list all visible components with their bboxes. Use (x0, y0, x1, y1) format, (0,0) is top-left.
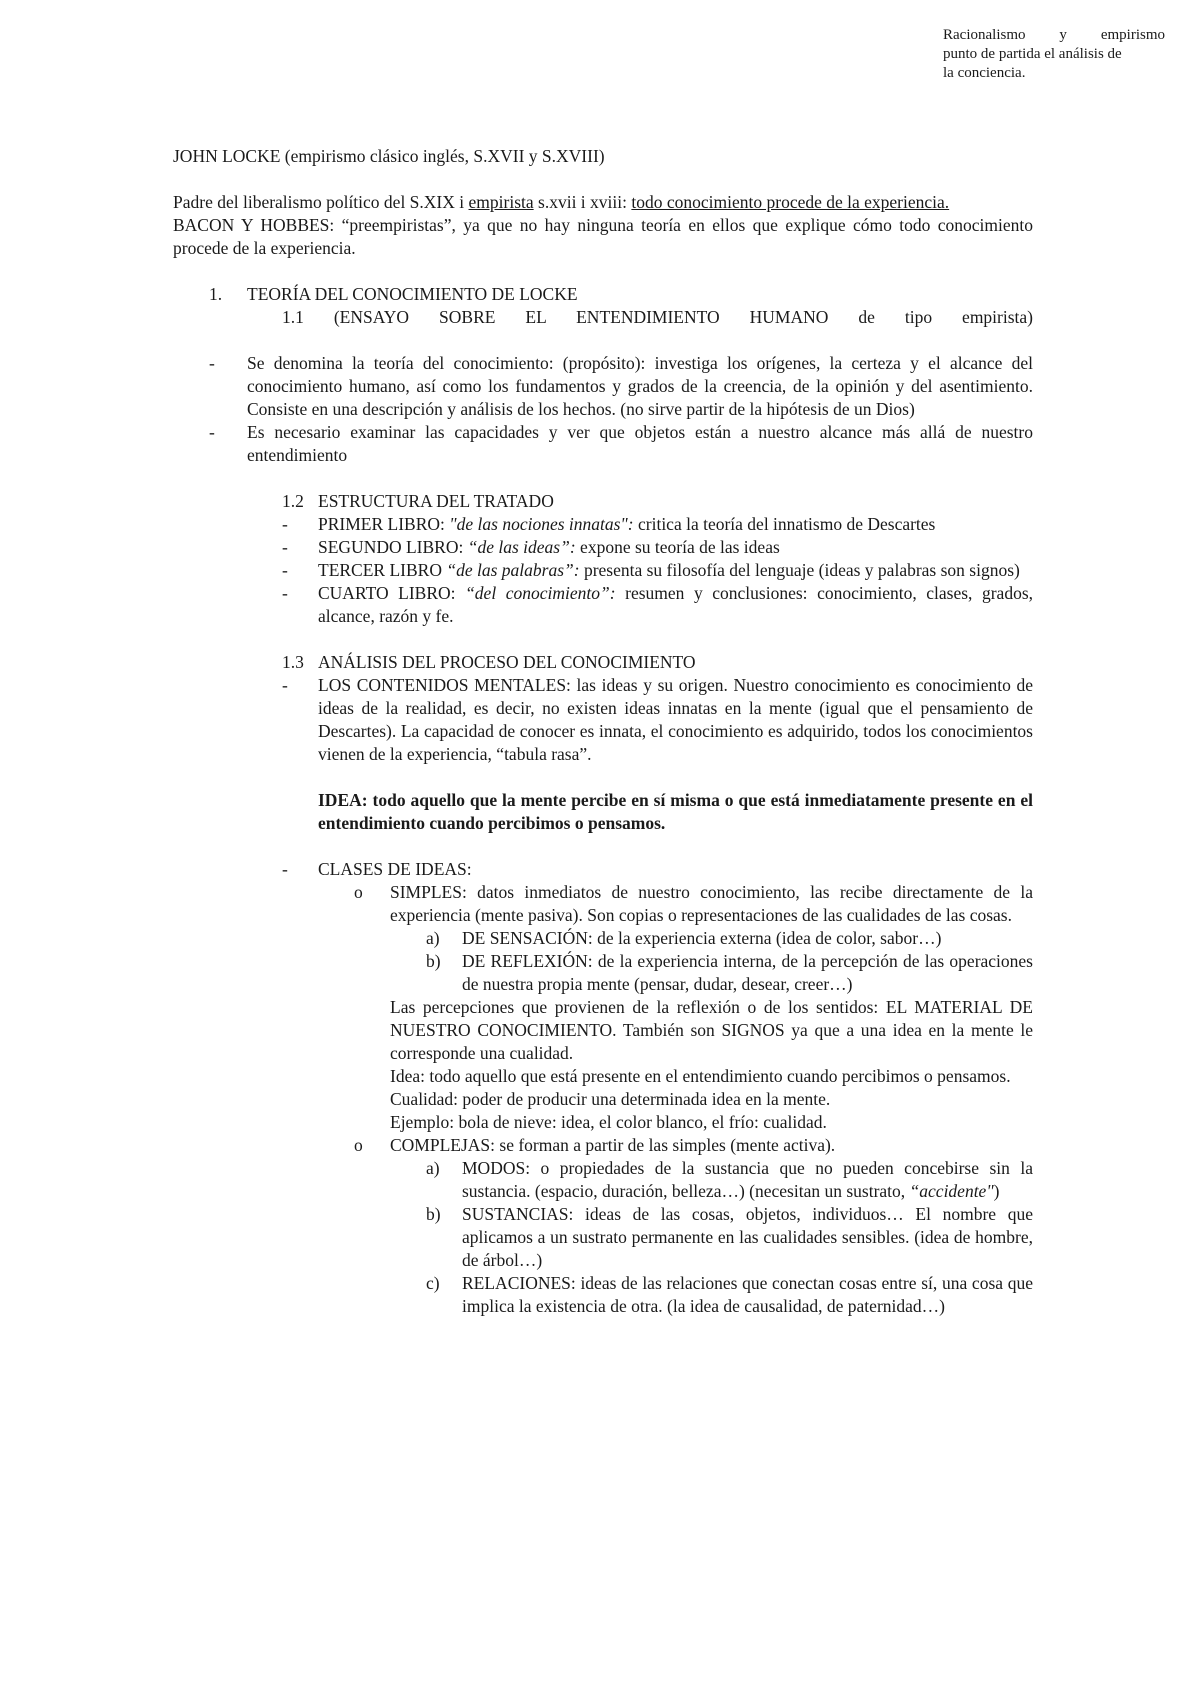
intro-text: s.xvii i xviii: (533, 192, 632, 212)
list-item-text (318, 513, 1033, 536)
section-title: TEORÍA DEL CONOCIMIENTO DE LOCKE (247, 284, 578, 304)
list-item (354, 881, 1033, 927)
circle-bullet-marker: o (354, 882, 363, 902)
letter-marker: b) (426, 951, 441, 971)
letter-marker: a) (426, 1158, 440, 1178)
book-description: expone su teoría de las ideas (580, 537, 780, 557)
header-note-line: la conciencia. (943, 65, 1026, 81)
list-item-text: DE REFLEXIÓN: de la experiencia interna, de la percepción de las operaciones de nuestra propia mente (pensar, dudar, desear, creer…) (462, 951, 1033, 994)
book-title: "de las nociones innatas": (449, 514, 638, 534)
list-item (354, 1134, 1033, 1157)
dash-marker: - (282, 675, 288, 695)
list-item (173, 421, 1033, 467)
book-title: “de las ideas”: (467, 537, 581, 557)
list-item-text: RELACIONES: ideas de las relaciones que conectan cosas entre sí, una cosa que implica la existencia de otra. (la idea de causalidad, de paternidad…) (462, 1273, 1033, 1316)
list-item-text: LOS CONTENIDOS MENTALES: las ideas y su origen. Nuestro conocimiento es conocimiento de ideas de la realidad, es decir, no existen ideas innatas en la mente (igual que el pensamiento de Descartes). La capacidad de conocer es innata, el conocimiento es adquirido, todos los conocimientos vienen de la experiencia, “tabula rasa”. (318, 675, 1033, 764)
list-item-text: Es necesario examinar las capacidades y ver que objetos están a nuestro alcance más allá de nuestro entendimiento (247, 422, 1033, 465)
item-italic-term: “accidente" (909, 1181, 994, 1201)
list-item (426, 950, 1033, 996)
intro-underlined-term: empirista (468, 192, 534, 212)
list-item (426, 1272, 1033, 1318)
book-description: presenta su filosofía del lenguaje (ideas y palabras son signos) (583, 560, 1020, 580)
section-heading (173, 283, 1033, 306)
document-body (173, 145, 1033, 1318)
header-note-line: Racionalismo y empirismo (943, 27, 1165, 43)
subsection-heading (282, 490, 1033, 513)
intro-text: Padre del liberalismo político del S.XIX i (173, 192, 469, 212)
letter-marker: b) (426, 1204, 441, 1224)
list-item (426, 927, 1033, 950)
intro-underlined-thesis: todo conocimiento procede de la experiencia. (631, 192, 950, 212)
list-item (282, 858, 1033, 881)
section-number: 1. (209, 284, 223, 304)
list-item-text (462, 1157, 1033, 1203)
list-item (173, 352, 1033, 421)
list-item-text: DE SENSACIÓN: de la experiencia externa (idea de color, sabor…) (462, 928, 942, 948)
list-item-text (318, 536, 1033, 559)
bacon-hobbes-paragraph: BACON Y HOBBES: “preempiristas”, ya que no hay ninguna teoría en ellos que explique cómo todo conocimiento procede de la experiencia. (173, 215, 1033, 258)
list-item (426, 1203, 1033, 1272)
list-item (282, 674, 1033, 766)
book-label: PRIMER LIBRO: (318, 514, 450, 534)
list-item-text: SIMPLES: datos inmediatos de nuestro conocimiento, las recibe directamente de la experiencia (mente pasiva). Son copias o representaciones de las cualidades de las cosas. (390, 882, 1033, 925)
book-label: TERCER LIBRO (318, 560, 447, 580)
item-text: MODOS: o propiedades de la sustancia que no pueden concebirse sin la sustancia. (espacio, duración, belleza…) (necesitan un sustrato, (462, 1158, 1033, 1201)
dash-marker: - (282, 514, 288, 534)
dash-marker: - (282, 859, 288, 879)
note-paragraph: Idea: todo aquello que está presente en el entendimiento cuando percibimos o pensamos. (390, 1066, 1011, 1086)
subsection-number: 1.2 (282, 491, 304, 511)
idea-definition: IDEA: todo aquello que la mente percibe en sí misma o que está inmediatamente presente en el entendimiento cuando percibimos o pensamos. (318, 790, 1033, 833)
letter-marker: a) (426, 928, 440, 948)
note-paragraph: Las percepciones que provienen de la reflexión o de los sentidos: EL MATERIAL DE NUESTRO CONOCIMIENTO. También son SIGNOS ya que a una idea en la mente le corresponde una cualidad. (390, 997, 1033, 1063)
dash-marker: - (282, 583, 288, 603)
item-text-end: ) (993, 1181, 1000, 1201)
book-description: critica la teoría del innatismo de Descartes (638, 514, 936, 534)
dash-marker: - (282, 537, 288, 557)
dash-marker: - (209, 422, 215, 442)
circle-bullet-marker: o (354, 1135, 363, 1155)
note-paragraph: Ejemplo: bola de nieve: idea, el color blanco, el frío: cualidad. (390, 1112, 827, 1132)
book-label: SEGUNDO LIBRO: (318, 537, 468, 557)
intro-paragraph (173, 191, 1033, 214)
list-item (282, 582, 1033, 628)
book-label: CUARTO LIBRO: (318, 583, 466, 603)
dash-marker: - (209, 353, 215, 373)
list-item-text: Se denomina la teoría del conocimiento: (propósito): investiga los orígenes, la certeza y el alcance del conocimiento humano, así como los fundamentos y grados de la creencia, de la opinión y del asentimiento. Consiste en una descripción y análisis de los hechos. (no sirve partir de la hipótesis de un Dios) (247, 353, 1033, 419)
list-item-text: SUSTANCIAS: ideas de las cosas, objetos, individuos… El nombre que aplicamos a un sustrato permanente en las cualidades sensibles. (idea de hombre, de árbol…) (462, 1204, 1033, 1270)
list-item-text (318, 559, 1033, 582)
list-item (426, 1157, 1033, 1203)
dash-marker: - (282, 560, 288, 580)
list-item-text (318, 582, 1033, 628)
list-item-text: COMPLEJAS: se forman a partir de las simples (mente activa). (390, 1135, 836, 1155)
note-paragraph: Cualidad: poder de producir una determinada idea en la mente. (390, 1089, 831, 1109)
list-item-text: CLASES DE IDEAS: (318, 859, 472, 879)
subsection-title: ESTRUCTURA DEL TRATADO (318, 491, 554, 511)
book-description: resumen y conclusiones: conocimiento, clases, grados, alcance, razón y fe. (318, 583, 1034, 626)
subsection-heading: 1.1 (ENSAYO SOBRE EL ENTENDIMIENTO HUMANO de tipo empirista) (282, 307, 1033, 327)
book-title: “del conocimiento”: (465, 583, 626, 603)
page-title: JOHN LOCKE (empirismo clásico inglés, S.XVII y S.XVIII) (173, 146, 605, 166)
subsection-heading (282, 651, 1033, 674)
list-item (282, 513, 1033, 536)
header-note (943, 26, 1165, 83)
letter-marker: c) (426, 1273, 440, 1293)
subsection-number: 1.3 (282, 652, 304, 672)
book-title: “de las palabras”: (446, 560, 584, 580)
header-note-line: punto de partida el análisis de (943, 46, 1122, 62)
list-item (282, 559, 1033, 582)
subsection-title: ANÁLISIS DEL PROCESO DEL CONOCIMIENTO (318, 652, 696, 672)
list-item (282, 536, 1033, 559)
